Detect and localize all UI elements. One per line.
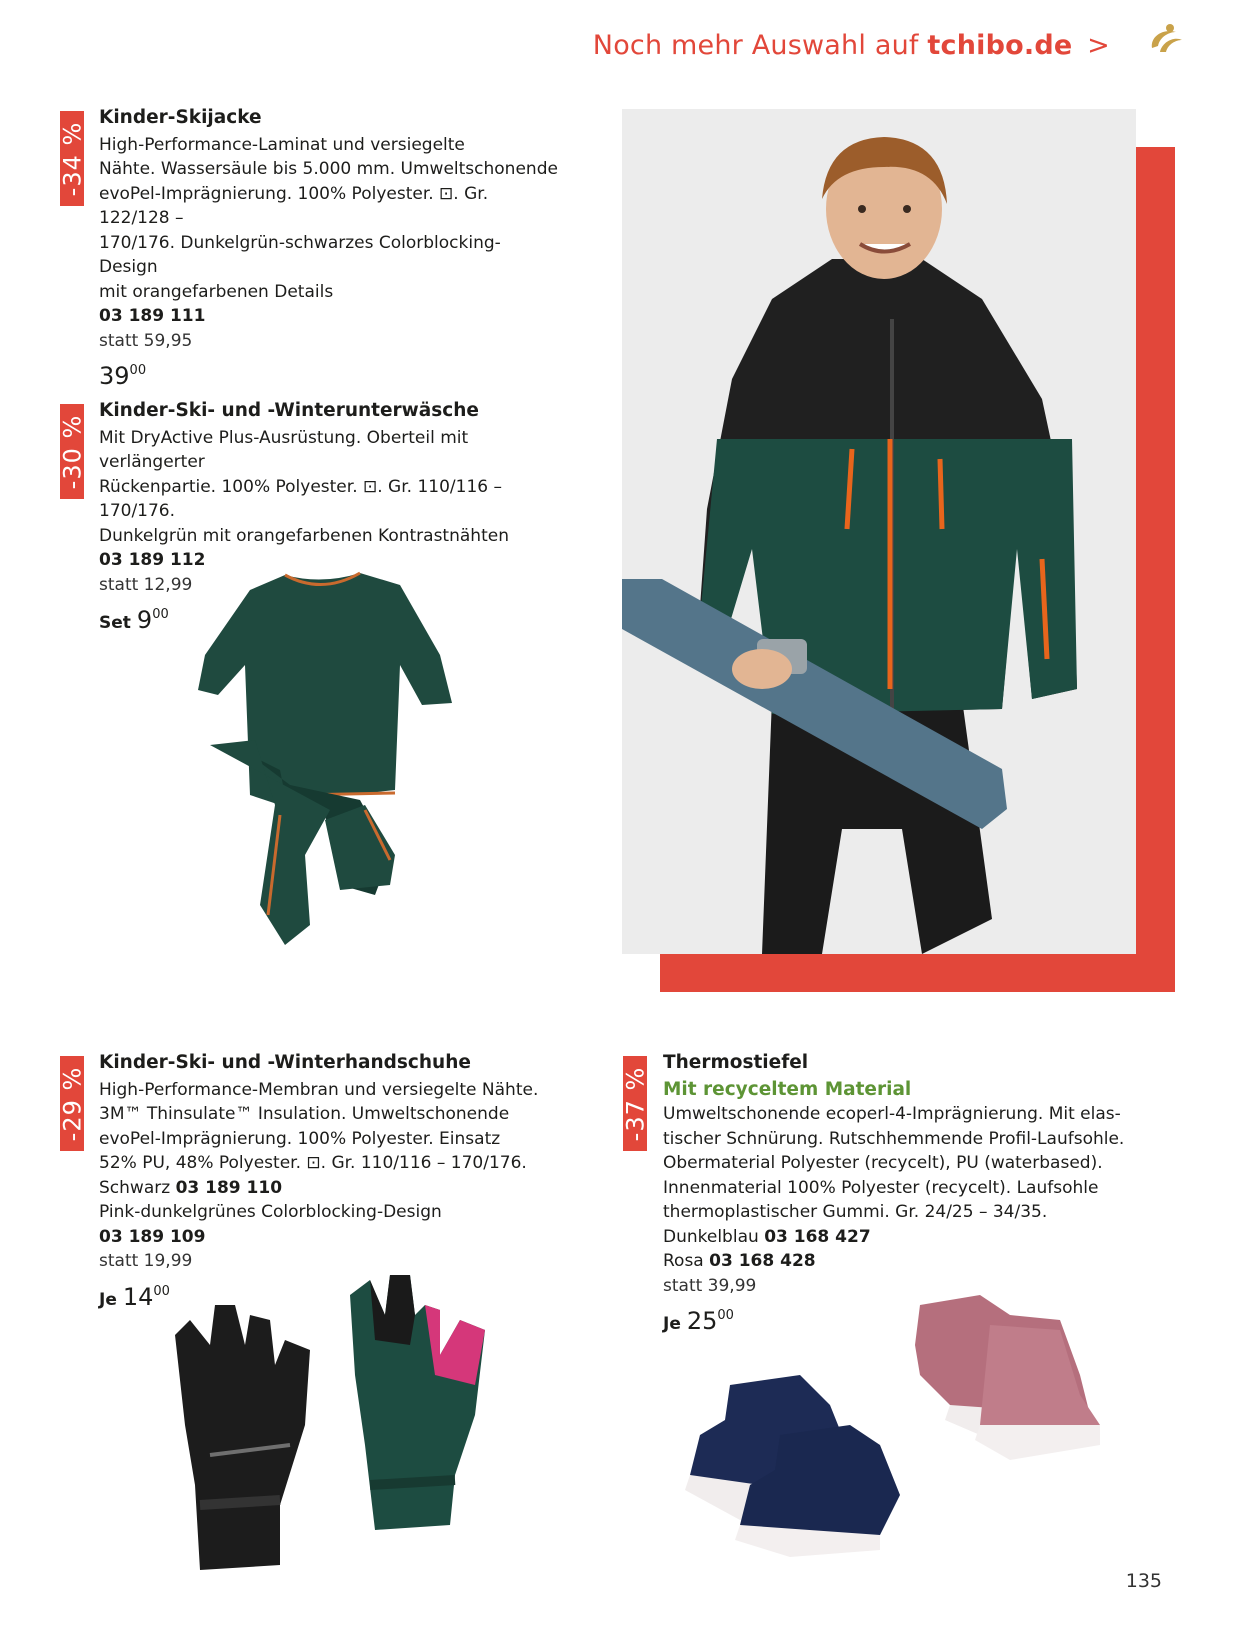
price-cents: 00 (153, 1283, 170, 1299)
product-thermostiefel (663, 1051, 1183, 1337)
product-title: Thermostiefel (663, 1052, 809, 1073)
variant-label: Dunkelblau (663, 1226, 759, 1247)
price-prefix: Je (663, 1314, 681, 1334)
variant-label: Pink-dunkelgrünes Colorblocking-Design (99, 1202, 442, 1222)
price-main: 9 (136, 606, 153, 634)
price-prefix: Je (99, 1289, 117, 1310)
variant-line (99, 1176, 579, 1201)
variant-label: Rosa (663, 1251, 704, 1271)
price-main: 14 (122, 1282, 154, 1311)
discount-badge: -30 % (60, 404, 84, 499)
gloves-image (170, 1275, 510, 1575)
variant-number: 03 189 110 (175, 1177, 283, 1198)
product-desc-line: Mit DryActive Plus-Ausrüstung. Oberteil mit verlängerter (99, 427, 469, 472)
header-link[interactable] (593, 30, 1110, 61)
product-desc-line: Obermaterial Polyester (recycelt), PU (waterbased). (663, 1153, 1103, 1173)
product-desc-line: Rückenpartie. 100% Polyester. ⊡. Gr. 110/116 – 170/176. (99, 476, 502, 521)
product-desc-line: evoPel-Imprägnierung. 100% Polyester. ⊡. Gr. 122/128 – (99, 183, 489, 228)
price (99, 359, 559, 389)
price-cents: 00 (129, 363, 147, 378)
product-desc-line: 52% PU, 48% Polyester. ⊡. Gr. 110/116 – 170/176. (99, 1153, 527, 1173)
article-number: 03 189 111 (99, 306, 206, 326)
variant-label: Schwarz (99, 1177, 171, 1198)
variant-number: 03 168 427 (764, 1226, 871, 1247)
old-price: statt 12,99 (99, 574, 193, 595)
product-title: Kinder-Ski- und -Winterhandschuhe (99, 1052, 471, 1073)
product-handschuhe (99, 1051, 579, 1312)
product-desc-line: evoPel-Imprägnierung. 100% Polyester. Einsatz (99, 1128, 501, 1149)
old-price: statt 19,99 (99, 1251, 193, 1271)
product-desc-line: 170/176. Dunkelgrün-schwarzes Colorblocking-Design (99, 232, 501, 277)
chevron-right-icon: > (1087, 30, 1110, 61)
product-desc-line: thermoplastischer Gummi. Gr. 24/25 – 34/35. (663, 1202, 1048, 1222)
price-cents: 00 (152, 607, 169, 622)
product-title: Kinder-Skijacke (99, 107, 262, 128)
jacket-photo (622, 109, 1136, 954)
tchibo-logo-icon (1140, 18, 1188, 66)
product-skijacke (99, 106, 559, 389)
page-number: 135 (1125, 1570, 1162, 1592)
old-price: statt 39,99 (663, 1275, 757, 1296)
variant-number: 03 168 428 (709, 1251, 816, 1271)
product-desc-line: High-Performance-Membran und versiegelte Nähte. (99, 1079, 539, 1100)
product-desc-line: mit orangefarbenen Details (99, 281, 334, 302)
discount-badge: -34 % (60, 111, 84, 206)
boots-image (680, 1295, 1140, 1575)
discount-badge: -29 % (60, 1056, 84, 1151)
discount-badge: -37 % (623, 1056, 647, 1151)
product-desc-line: tischer Schnürung. Rutschhemmende Profil-Laufsohle. (663, 1128, 1125, 1149)
article-number: 03 189 109 (99, 1226, 206, 1247)
price-cents: 00 (717, 1308, 734, 1323)
variant-line (663, 1225, 1183, 1250)
child-jacket-image (622, 109, 1136, 954)
product-desc-line: Dunkelgrün mit orangefarbenen Kontrastnähten (99, 525, 509, 546)
variant-line (663, 1249, 1183, 1274)
product-desc-line: High-Performance-Laminat und versiegelte (99, 134, 465, 155)
underwear-image (190, 555, 460, 955)
price-prefix: Set (99, 613, 131, 633)
old-price: statt 59,95 (99, 330, 193, 351)
header-site: tchibo.de (927, 30, 1073, 61)
product-desc-line: Umweltschonende ecoperl-4-Imprägnierung. Mit elas- (663, 1104, 1121, 1124)
product-desc-line: 3M™ Thinsulate™ Insulation. Umweltschonende (99, 1104, 510, 1124)
price-main: 25 (686, 1307, 718, 1335)
article-number: 03 189 112 (99, 550, 206, 570)
product-subtitle: Mit recyceltem Material (663, 1078, 912, 1100)
product-desc-line: Nähte. Wassersäule bis 5.000 mm. Umweltschonende (99, 159, 558, 179)
price-main: 39 (99, 362, 130, 390)
product-desc-line: Innenmaterial 100% Polyester (recycelt). Laufsohle (663, 1177, 1099, 1198)
product-title: Kinder-Ski- und -Winterunterwäsche (99, 400, 479, 421)
header-prefix: Noch mehr Auswahl auf (592, 30, 919, 61)
